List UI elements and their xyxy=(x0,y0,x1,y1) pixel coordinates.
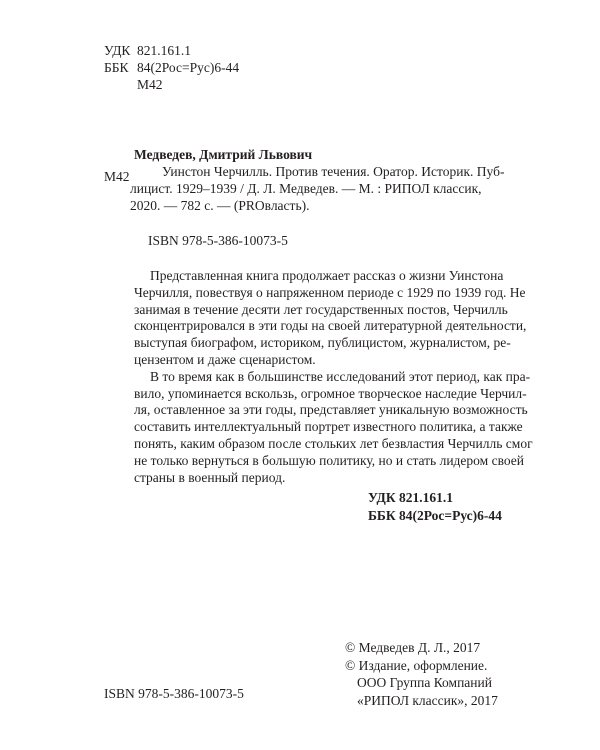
annotation-line: составить интеллектуальный портрет известного политика, а также xyxy=(134,419,523,435)
isbn-middle: ISBN 978-5-386-10073-5 xyxy=(148,233,288,248)
entry-line: Уинстон Черчилль. Против течения. Оратор. Историк. Пуб- xyxy=(162,164,505,179)
codes-summary xyxy=(368,489,502,525)
classification-block xyxy=(104,42,239,93)
annotation-line: не только вернуться в большую политику, но и стать лидером своей xyxy=(134,452,524,468)
udk-value: 821.161.1 xyxy=(137,43,191,58)
copyright-block xyxy=(345,639,498,709)
isbn-bottom: ISBN 978-5-386-10073-5 xyxy=(104,686,244,701)
bibliographic-entry xyxy=(130,163,505,214)
bbk-value: 84(2Рос=Рус)6-44 xyxy=(137,60,240,75)
annotation xyxy=(134,268,533,486)
author-code: М42 xyxy=(137,77,163,92)
annotation-line: Черчилля, повествуя о напряженном периоде с 1929 по 1939 год. Не xyxy=(134,284,526,300)
bbk-summary: ББК 84(2Рос=Рус)6-44 xyxy=(368,508,502,523)
entry-line: лицист. 1929–1939 / Д. Л. Медведев. — М. : РИПОЛ классик, xyxy=(130,181,482,196)
annotation-line: выступая биографом, историком, публицистом, журналистом, ре- xyxy=(134,335,511,351)
udk-summary: УДК 821.161.1 xyxy=(368,490,453,505)
copyright-line: © Медведев Д. Л., 2017 xyxy=(345,640,481,655)
copyright-line: © Издание, оформление. xyxy=(345,657,488,673)
copyright-line: «РИПОЛ классик», 2017 xyxy=(357,692,498,708)
bbk-row xyxy=(104,59,239,76)
side-author-code: М42 xyxy=(104,169,130,184)
bbk-label: ББК xyxy=(104,60,129,75)
annotation-line: страны в военный период. xyxy=(134,469,286,485)
annotation-line: В то время как в большинстве исследований этот период, как пра- xyxy=(150,368,531,384)
annotation-line: вило, упоминается вскользь, огромное творческое наследие Черчил- xyxy=(134,385,527,401)
annotation-line: Представленная книга продолжает рассказ о жизни Уинстона xyxy=(150,268,504,283)
copyright-line: ООО Группа Компаний xyxy=(357,675,492,690)
annotation-line: занимая в течение десяти лет государственных постов, Черчилль xyxy=(134,301,508,317)
annotation-line: понять, каким образом после стольких лет безвластия Черчилль смог xyxy=(134,435,533,451)
annotation-line: цензентом и даже сценаристом. xyxy=(134,351,316,367)
annotation-line: ля, оставленное за эти годы, представляет уникальную возможность xyxy=(134,402,528,418)
udk-row xyxy=(104,42,239,59)
annotation-line: сконцентрировался в эти годы на своей литературной деятельности, xyxy=(134,318,527,334)
author-heading: Медведев, Дмитрий Львович xyxy=(134,147,313,162)
udk-label: УДК xyxy=(104,43,131,58)
entry-line: 2020. — 782 с. — (PROвласть). xyxy=(130,198,310,213)
